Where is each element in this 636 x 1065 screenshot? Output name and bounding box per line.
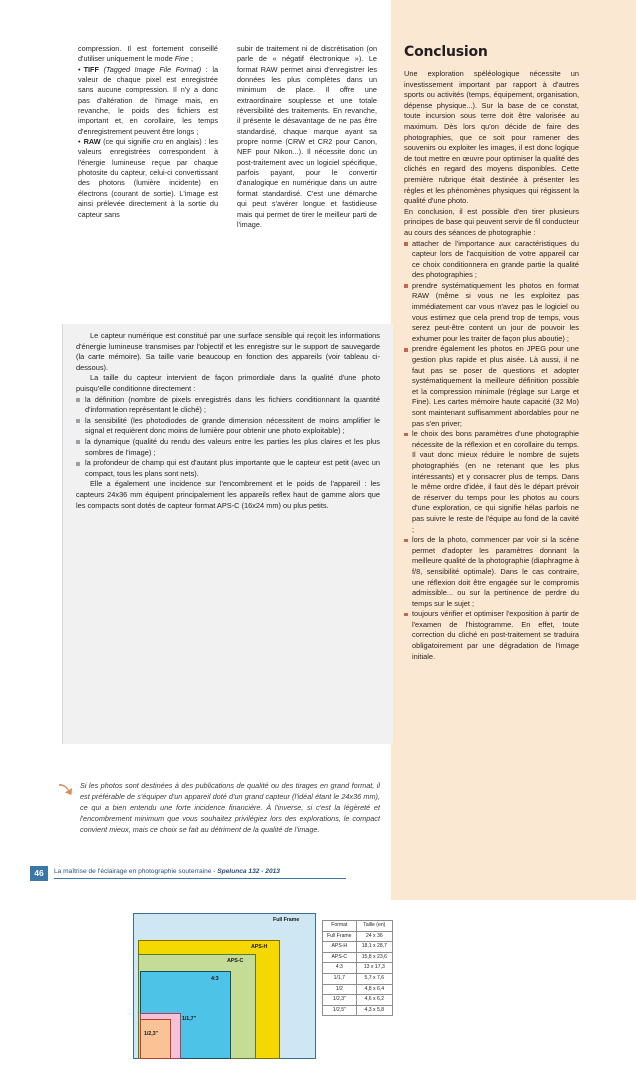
table-cell-format: 1/2 bbox=[323, 984, 357, 995]
paragraph-raw-continued: subir de traitement ni de discrétisation (on parle de « négatif électronique »). Le format RAW permet ainsi d'enregistrer les données les plus complètes dans un minimum de place. Il offre une extraordinaire souplesse et une totale réversibilité des traitements. En revanche, il présente le désavantage de ne pas être standardisé, chaque marque ayant sa propre norme (CRW et CR2 pour Canon, NEF pour Nikon...). Il nécessite donc un post-traitement avec un logiciel spécifique, parfois payant, pour le convertir d'analogique en numérique dans un autre format standardisé. C'est une démarche qui peut s'avérer longue et fastidieuse mais qui permet de tirer le meilleur parti de l'image. bbox=[237, 44, 377, 229]
table-row bbox=[323, 1005, 393, 1016]
table-cell-format: 1/1,7 bbox=[323, 973, 357, 984]
sensor-label-4-3: 4:3 bbox=[211, 976, 219, 982]
sensor-label-aps-h: APS-H bbox=[251, 944, 268, 950]
table-cell-size: 15,8 x 23,6 bbox=[356, 952, 392, 963]
list-item: attacher de l'importance aux caractéristiques du capteur lors de l'acquisition de votre appareil car ce choix conditionnera en grande partie la qualité des photographies ; bbox=[404, 239, 579, 281]
table-cell-format: 1/2,3" bbox=[323, 995, 357, 1006]
sensor-rect-1-2-3 bbox=[140, 1019, 171, 1059]
conclusion-paragraph-1: Une exploration spéléologique nécessite un investissement important par rapport à d'autres sports ou activités (temps, équipement, organisation, dépense physique...). Sur la base de ce constat, toute incursion sous terre doit être valorisée au maximum. Dès lors qu'on décide de faire des photographies, que ce soit pour ramener des souvenirs ou exploiter les images, il est donc logique de tout mettre en œuvre pour optimiser la qualité des clichés en regard des moyens disponibles. Cette première rubrique était destinée à présenter les règles et les phénomènes physiques qui régissent la qualité d'une photo. bbox=[404, 69, 579, 206]
footer-article-title: La maîtrise de l'éclairage en photographie souterraine - bbox=[54, 868, 218, 875]
sensor-callout-text bbox=[76, 331, 380, 511]
page-title: Conclusion bbox=[404, 44, 488, 60]
list-item: lors de la photo, commencer par voir si la scène permet d'adopter les paramètres donnant la meilleure qualité de la photographie (diaphragme à f/8, sensibilité optimale). Dans le cas contraire, une réflexion doit être engagée sur le compromis admissible... ou sur la pertinence de perdre du temps sur le sujet ; bbox=[404, 535, 579, 609]
list-item: prendre également les photos en JPEG pour une gestion plus rapide et plus aisée. Là aussi, il ne faut pas se poser de questions et adopter systématiquement la meilleure définition possible et la compression minimale (réglage sur Large et Fine). Les cartes mémoire haute capacité (32 Mo) sont maintenant suffisamment abordables pour ne pas s'en priver; bbox=[404, 344, 579, 429]
paragraph-compression: compression. Il est fortement conseillé d'utiliser uniquement le mode Fine ; bbox=[78, 44, 218, 64]
list-item: la dynamique (qualité du rendu des valeurs entre les parties les plus claires et les plus sombres de l'image) ; bbox=[76, 437, 380, 458]
page-number-badge: 46 bbox=[30, 866, 48, 880]
footer-journal: Spelunca 132 - 2013 bbox=[217, 868, 280, 875]
list-item: prendre systématiquement les photos en format RAW (même si vous ne les exploitez pas immédiatement car vous n'avez pas le logiciel ou vous estimez que cela prend trop de temps, vous serez peut-être content un jour de pouvoir les exhumer pour les traiter de façon plus aboutie) ; bbox=[404, 281, 579, 345]
raw-label: RAW bbox=[83, 137, 101, 147]
table-row bbox=[323, 963, 393, 974]
figure-caption: Si les photos sont destinées à des publications de qualité ou des tirages en grand format, il est préférable de s'équiper d'un appareil doté d'un grand capteur (l'idéal étant le 24x36 mm), ce qui a bien entendu une forte incidence financière. À l'inverse, si c'est la légèreté et l'encombrement minimum que vous souhaitez privilégiez lors des explorations, le compact convient mieux, mais ce choix se fait au détriment de la qualité de l'image. bbox=[80, 781, 380, 835]
sensor-label-aps-c: APS-C bbox=[227, 958, 244, 964]
bullet-tiff bbox=[78, 65, 218, 137]
callout-paragraph-2: La taille du capteur intervient de façon primordiale dans la qualité d'une photo puisqu'elle conditionne directement : bbox=[76, 373, 380, 393]
list-item: la profondeur de champ qui est d'autant plus importante que le capteur est petit (avec un compact, tous les plans sont nets). bbox=[76, 458, 380, 479]
table-row bbox=[323, 952, 393, 963]
table-cell-size: 4,3 x 5,8 bbox=[356, 1005, 392, 1016]
table-cell-format: 4:3 bbox=[323, 963, 357, 974]
table-cell-size: 18,1 x 28,7 bbox=[356, 942, 392, 953]
conclusion-bullet-list bbox=[404, 239, 579, 663]
table-header-row bbox=[323, 921, 393, 932]
conclusion-body bbox=[404, 69, 579, 662]
italic-fine: Fine bbox=[174, 54, 189, 64]
table-cell-size: 5,7 x 7,6 bbox=[356, 973, 392, 984]
format-size-table bbox=[322, 920, 393, 1016]
table-row bbox=[323, 931, 393, 942]
list-item: toujours vérifier et optimiser l'exposition à partir de l'examen de l'histogramme. En effet, toute correction du cliché en post-traitement se traduira obligatoirement par une dégradation de l'image initiale. bbox=[404, 609, 579, 662]
callout-paragraph-1: Le capteur numérique est constitué par une surface sensible qui reçoit les informations d'énergie lumineuse transmises par l'objectif et les enregistre sur le support de sauvegarde (la carte mémoire). Sa taille varie beaucoup en fonction des appareils (voir tableau ci-dessous). bbox=[76, 331, 380, 372]
table-cell-size: 4,6 x 6,2 bbox=[356, 995, 392, 1006]
callout-paragraph-3: Elle a également une incidence sur l'encombrement et le poids de l'appareil : les capteurs 24x36 mm équipent principalement les appareils reflex haut de gamme alors que les compacts sont dotés de capteur format APS-C (16x24 mm) ou plus petits. bbox=[76, 479, 380, 510]
list-item: le choix des bons paramètres d'une photographie nécessite de la réflexion et en corollaire du temps. Il vaut donc mieux réduire le nombre de sujets photographiés (en ne retenant que les plus intéressants) et y consacrer plus de temps. Dans le même ordre d'idée, il faut dès le départ prévoir de réserver du temps pour les photos au cours d'une exploration, ce qui signifie hélas parfois ne pas suivre le reste de l'équipe au fond de la cavité ; bbox=[404, 429, 579, 535]
raw-italic-cru: cru bbox=[153, 137, 164, 147]
table-cell-format: 1/2,5" bbox=[323, 1005, 357, 1016]
sensor-label-full-frame: Full Frame bbox=[273, 917, 300, 923]
raw-body-b: en anglais) : les valeurs enregistrées correspondent à l'énergie lumineuse reçue par chaque photosite du capteur, celui-ci convertissant des photons (lumière incidente) en électrons (courant de sortie). L'image est ainsi prélevée directement à la sortie du capteur sans bbox=[78, 137, 219, 219]
bullet-raw bbox=[78, 137, 218, 220]
raw-body-a: (ce qui signifie bbox=[103, 137, 154, 147]
sensor-size-diagram bbox=[133, 913, 316, 1065]
table-cell-format: Full Frame bbox=[323, 931, 357, 942]
conclusion-paragraph-2: En conclusion, il est possible d'en tirer plusieurs principes de base qui peuvent servir de fil conducteur au cours des séances de photographie : bbox=[404, 206, 579, 237]
list-item: la définition (nombre de pixels enregistrés dans les fichiers conditionnant la quantité d'information représentant le cliché) ; bbox=[76, 395, 380, 416]
footer-rule bbox=[30, 880, 48, 881]
table-cell-format: APS-C bbox=[323, 952, 357, 963]
tiff-expansion: (Tagged Image File Format) bbox=[103, 64, 202, 74]
table-header-size: Taille (en) bbox=[356, 921, 392, 932]
table-row bbox=[323, 973, 393, 984]
table-cell-size: 4,8 x 6,4 bbox=[356, 984, 392, 995]
table-row bbox=[323, 984, 393, 995]
list-item: la sensibilité (les photodiodes de grande dimension nécessitent de moins amplifier le signal et requièrent donc moins de lumière pour obtenir une photo exploitable) ; bbox=[76, 416, 380, 437]
sensor-label-1-2-3: 1/2,3" bbox=[144, 1031, 158, 1037]
table-cell-size: 24 x 36 bbox=[356, 931, 392, 942]
arrow-icon bbox=[58, 782, 74, 798]
footer-citation bbox=[54, 868, 346, 879]
page-footer bbox=[30, 866, 450, 882]
table-cell-size: 13 x 17,3 bbox=[356, 963, 392, 974]
table-row bbox=[323, 942, 393, 953]
sensor-label-1-1-7: 1/1,7" bbox=[182, 1016, 196, 1022]
callout-bullet-list bbox=[76, 395, 380, 480]
tiff-body: : la valeur de chaque pixel est enregistrée sans aucune compression. Il n'y a donc pas d'altération de l'image mais, en revanche, le poids des fichiers est important et, en corollaire, les temps d'enregistrement peuvent être longs ; bbox=[78, 64, 219, 136]
column-middle bbox=[237, 44, 377, 230]
tiff-label: TIFF bbox=[83, 64, 99, 74]
table-header-format: Format bbox=[323, 921, 357, 932]
table-cell-format: APS-H bbox=[323, 942, 357, 953]
conclusion-section bbox=[404, 44, 579, 662]
column-left bbox=[78, 44, 218, 220]
table-row bbox=[323, 995, 393, 1006]
